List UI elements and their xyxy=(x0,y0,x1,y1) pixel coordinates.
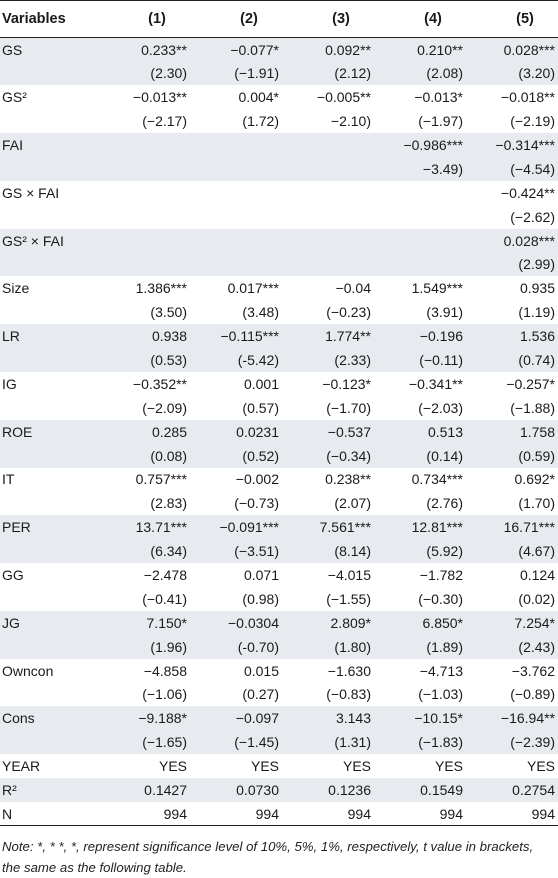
cell-model-4: −0.341** xyxy=(408,375,463,392)
row-label xyxy=(0,444,98,468)
row-label xyxy=(0,61,98,85)
header-model-5: (5) xyxy=(466,1,558,38)
cell-model-3 xyxy=(282,253,374,277)
cell-model-3: 0.238** xyxy=(325,471,371,488)
cell-model-1: 0.1427 xyxy=(98,778,190,802)
cell-model-2: −0.097 xyxy=(190,706,282,730)
cell-model-2: (−1.91) xyxy=(190,61,282,85)
cell-model-3: (1.31) xyxy=(282,730,374,754)
cell-model-3 xyxy=(282,205,374,229)
cell-model-2: −0.0304 xyxy=(190,611,282,635)
cell-model-3: 0.1236 xyxy=(282,778,374,802)
cell-model-5: (0.59) xyxy=(466,444,558,468)
cell-model-2: YES xyxy=(250,758,279,775)
table-row xyxy=(0,515,558,539)
row-label: GS xyxy=(0,38,98,62)
cell-model-4: (2.76) xyxy=(426,495,463,512)
cell-model-2: 0.001 xyxy=(243,375,279,392)
cell-model-3: 0.092** xyxy=(282,38,374,62)
cell-model-5: (3.20) xyxy=(466,61,558,85)
cell-model-5: (−1.88) xyxy=(510,399,555,416)
cell-model-1 xyxy=(98,133,190,157)
cell-model-5: −0.314*** xyxy=(466,133,558,157)
cell-model-3: (−0.83) xyxy=(326,686,371,703)
row-label: Size xyxy=(2,280,30,297)
cell-model-1 xyxy=(98,229,190,253)
cell-model-5: −0.018** xyxy=(500,89,555,106)
cell-model-4 xyxy=(374,205,466,229)
cell-model-4 xyxy=(374,229,466,253)
cell-model-3: (−1.55) xyxy=(326,590,371,607)
cell-model-2: (−3.51) xyxy=(190,539,282,563)
cell-model-1: (1.96) xyxy=(98,635,190,659)
cell-model-1: −0.013** xyxy=(132,89,187,106)
cell-model-2 xyxy=(190,205,282,229)
cell-model-2: 0.0231 xyxy=(190,420,282,444)
cell-model-4: −10.15* xyxy=(374,706,466,730)
row-label xyxy=(0,253,98,277)
row-label: PER xyxy=(0,515,98,539)
cell-model-1: 994 xyxy=(98,802,190,826)
cell-model-1: (2.83) xyxy=(150,495,187,512)
cell-model-4: (0.14) xyxy=(374,444,466,468)
cell-model-4: −0.986*** xyxy=(374,133,466,157)
table-row xyxy=(0,802,558,826)
row-label: IG xyxy=(2,375,17,392)
cell-model-3: −0.537 xyxy=(282,420,374,444)
row-label xyxy=(0,635,98,659)
cell-model-2: −0.091*** xyxy=(190,515,282,539)
cell-model-2 xyxy=(190,253,282,277)
row-label: ROE xyxy=(0,420,98,444)
table-row xyxy=(0,372,558,396)
cell-model-1: (−1.65) xyxy=(98,730,190,754)
cell-model-4: (5.92) xyxy=(374,539,466,563)
row-label: N xyxy=(0,802,98,826)
row-label xyxy=(0,348,98,372)
cell-model-1: (3.50) xyxy=(150,304,187,321)
table-row-tvalue xyxy=(0,109,558,133)
cell-model-1: (0.08) xyxy=(98,444,190,468)
table-body xyxy=(0,38,558,826)
row-label xyxy=(0,539,98,563)
cell-model-1: (−2.17) xyxy=(142,113,187,130)
cell-model-1: 0.757*** xyxy=(135,471,187,488)
cell-model-4: 0.210** xyxy=(374,38,466,62)
table-row xyxy=(0,324,558,348)
row-label xyxy=(0,157,98,181)
cell-model-2: 0.017*** xyxy=(227,280,279,297)
cell-model-4: 994 xyxy=(374,802,466,826)
table-row-tvalue xyxy=(0,253,558,277)
cell-model-5: 0.028*** xyxy=(466,38,558,62)
cell-model-4: YES xyxy=(434,758,463,775)
cell-model-4: −3.49) xyxy=(374,157,466,181)
cell-model-3: (−0.34) xyxy=(282,444,374,468)
row-label xyxy=(0,491,98,515)
cell-model-2: −0.115*** xyxy=(190,324,282,348)
cell-model-3 xyxy=(282,157,374,181)
cell-model-3 xyxy=(282,229,374,253)
header-variables: Variables xyxy=(0,1,98,38)
cell-model-1: 0.285 xyxy=(98,420,190,444)
cell-model-4: 0.734*** xyxy=(411,471,463,488)
cell-model-3: YES xyxy=(342,758,371,775)
cell-model-5: 16.71*** xyxy=(466,515,558,539)
cell-model-2: (−0.73) xyxy=(234,495,279,512)
table-row-tvalue xyxy=(0,635,558,659)
table-row-tvalue xyxy=(0,730,558,754)
cell-model-2: (−1.45) xyxy=(190,730,282,754)
table-row xyxy=(0,133,558,157)
cell-model-5: (0.02) xyxy=(518,590,555,607)
cell-model-2: 994 xyxy=(190,802,282,826)
table-row xyxy=(0,659,558,683)
table-row-tvalue xyxy=(0,205,558,229)
cell-model-2: 0.0730 xyxy=(190,778,282,802)
cell-model-2: (0.98) xyxy=(242,590,279,607)
table-row-tvalue xyxy=(0,587,558,611)
cell-model-5: YES xyxy=(526,758,555,775)
cell-model-5: (2.99) xyxy=(466,253,558,277)
cell-model-5: 1.536 xyxy=(466,324,558,348)
table-row-tvalue xyxy=(0,539,558,563)
cell-model-1: −0.352** xyxy=(132,375,187,392)
cell-model-4: (3.91) xyxy=(426,304,463,321)
cell-model-5: −0.424** xyxy=(500,184,555,201)
table-row-tvalue xyxy=(0,683,558,707)
cell-model-2: 0.004* xyxy=(238,89,279,106)
cell-model-1: 13.71*** xyxy=(98,515,190,539)
cell-model-4: 1.549*** xyxy=(411,280,463,297)
cell-model-5: 1.758 xyxy=(466,420,558,444)
cell-model-1: −2.478 xyxy=(143,567,187,584)
row-label xyxy=(0,109,98,133)
row-label xyxy=(0,300,98,324)
cell-model-3: (−0.23) xyxy=(326,304,371,321)
cell-model-4: (1.89) xyxy=(374,635,466,659)
cell-model-3: −0.005** xyxy=(316,89,371,106)
cell-model-2: (-0.70) xyxy=(190,635,282,659)
row-label: LR xyxy=(0,324,98,348)
table-row xyxy=(0,754,558,778)
cell-model-2 xyxy=(190,229,282,253)
cell-model-4: (−2.03) xyxy=(418,399,463,416)
cell-model-3: (2.33) xyxy=(282,348,374,372)
cell-model-3: −0.123* xyxy=(322,375,371,392)
cell-model-4: (−1.97) xyxy=(418,113,463,130)
cell-model-1: (−1.06) xyxy=(142,686,187,703)
cell-model-3: 2.809* xyxy=(282,611,374,635)
table-row xyxy=(0,706,558,730)
cell-model-2: 0.015 xyxy=(243,662,279,679)
table-row xyxy=(0,229,558,253)
cell-model-5: (−2.19) xyxy=(510,113,555,130)
cell-model-3 xyxy=(282,133,374,157)
cell-model-5: (−2.62) xyxy=(510,208,555,225)
cell-model-5: (0.74) xyxy=(466,348,558,372)
table-row xyxy=(0,38,558,62)
header-model-1: (1) xyxy=(98,1,190,38)
table-row xyxy=(0,611,558,635)
row-label xyxy=(0,205,98,229)
cell-model-1: YES xyxy=(158,758,187,775)
cell-model-4: (−1.03) xyxy=(418,686,463,703)
table-row xyxy=(0,276,558,300)
row-label xyxy=(0,587,98,611)
cell-model-5: 0.028*** xyxy=(466,229,558,253)
cell-model-1 xyxy=(98,253,190,277)
cell-model-3 xyxy=(282,181,374,205)
cell-model-3: (2.12) xyxy=(282,61,374,85)
table-row xyxy=(0,85,558,109)
cell-model-3: 1.774** xyxy=(282,324,374,348)
cell-model-4: −1.782 xyxy=(419,567,463,584)
row-label: GS² × FAI xyxy=(0,229,98,253)
cell-model-2: −0.002 xyxy=(235,471,279,488)
cell-model-5: 0.124 xyxy=(519,567,555,584)
cell-model-1: 0.233** xyxy=(98,38,190,62)
cell-model-4: 12.81*** xyxy=(374,515,466,539)
table-row xyxy=(0,181,558,205)
cell-model-4 xyxy=(374,253,466,277)
cell-model-1: (2.30) xyxy=(98,61,190,85)
cell-model-2: (0.57) xyxy=(242,399,279,416)
row-label xyxy=(0,396,98,420)
cell-model-1: −9.188* xyxy=(98,706,190,730)
cell-model-5: (1.19) xyxy=(518,304,555,321)
row-label xyxy=(0,683,98,707)
cell-model-2: (-5.42) xyxy=(190,348,282,372)
table-row-tvalue xyxy=(0,491,558,515)
row-label: Owncon xyxy=(2,662,54,679)
cell-model-4: −0.196 xyxy=(374,324,466,348)
cell-model-5: 0.692* xyxy=(514,471,555,488)
table-row xyxy=(0,468,558,492)
cell-model-3: 7.561*** xyxy=(282,515,374,539)
cell-model-1 xyxy=(98,181,190,205)
row-label: YEAR xyxy=(2,758,41,775)
table-row xyxy=(0,420,558,444)
cell-model-5: 994 xyxy=(466,802,558,826)
cell-model-4: 6.850* xyxy=(374,611,466,635)
cell-model-4: (−1.83) xyxy=(374,730,466,754)
cell-model-2: 0.071 xyxy=(243,567,279,584)
cell-model-5: (2.43) xyxy=(466,635,558,659)
cell-model-3: 3.143 xyxy=(282,706,374,730)
cell-model-4: (2.08) xyxy=(374,61,466,85)
cell-model-1: (0.53) xyxy=(98,348,190,372)
cell-model-4: (−0.30) xyxy=(418,590,463,607)
cell-model-2: (0.52) xyxy=(190,444,282,468)
row-label: JG xyxy=(0,611,98,635)
cell-model-3: −2.10) xyxy=(330,113,371,130)
header-model-3: (3) xyxy=(282,1,374,38)
row-label: IT xyxy=(2,471,15,488)
cell-model-1 xyxy=(98,157,190,181)
cell-model-5: 7.254* xyxy=(466,611,558,635)
table-note: Note: *, * *, *, represent significance level of 10%, 5%, 1%, respectively, t value in brackets, the same as the following table. xyxy=(2,839,534,876)
cell-model-4 xyxy=(374,181,466,205)
cell-model-5: (−0.89) xyxy=(510,686,555,703)
cell-model-1: (−0.41) xyxy=(142,590,187,607)
table-row xyxy=(0,778,558,802)
cell-model-1: 0.938 xyxy=(98,324,190,348)
cell-model-1: 1.386*** xyxy=(135,280,187,297)
row-label: GS × FAI xyxy=(2,184,60,201)
table-row-tvalue xyxy=(0,396,558,420)
table-row-tvalue xyxy=(0,348,558,372)
cell-model-5: (4.67) xyxy=(466,539,558,563)
cell-model-2 xyxy=(190,157,282,181)
cell-model-2: (3.48) xyxy=(242,304,279,321)
cell-model-4: 0.1549 xyxy=(374,778,466,802)
cell-model-5: (−2.39) xyxy=(466,730,558,754)
row-label: GS² xyxy=(2,89,27,106)
cell-model-3: (−1.70) xyxy=(326,399,371,416)
cell-model-2 xyxy=(190,181,282,205)
cell-model-1: (6.34) xyxy=(98,539,190,563)
cell-model-3: (8.14) xyxy=(282,539,374,563)
cell-model-5: 0.2754 xyxy=(466,778,558,802)
cell-model-1: (−2.09) xyxy=(142,399,187,416)
cell-model-5: 0.935 xyxy=(519,280,555,297)
row-label: Cons xyxy=(0,706,98,730)
header-model-4: (4) xyxy=(374,1,466,38)
cell-model-4: (−0.11) xyxy=(374,348,466,372)
cell-model-5: −0.257* xyxy=(506,375,555,392)
cell-model-4: −0.013* xyxy=(414,89,463,106)
cell-model-5: −3.762 xyxy=(511,662,555,679)
cell-model-5: (1.70) xyxy=(518,495,555,512)
table-row-tvalue xyxy=(0,157,558,181)
cell-model-5: (−4.54) xyxy=(466,157,558,181)
cell-model-3: −0.04 xyxy=(335,280,371,297)
header-row xyxy=(0,1,558,38)
cell-model-2: −0.077* xyxy=(190,38,282,62)
cell-model-1: 7.150* xyxy=(98,611,190,635)
cell-model-3: −1.630 xyxy=(327,662,371,679)
row-label: R² xyxy=(0,778,98,802)
cell-model-3: 994 xyxy=(282,802,374,826)
cell-model-1 xyxy=(98,205,190,229)
cell-model-2 xyxy=(190,133,282,157)
row-label xyxy=(0,730,98,754)
cell-model-2: (0.27) xyxy=(242,686,279,703)
cell-model-4: −4.713 xyxy=(419,662,463,679)
cell-model-4: 0.513 xyxy=(374,420,466,444)
table-row-tvalue xyxy=(0,61,558,85)
header-model-2: (2) xyxy=(190,1,282,38)
cell-model-2: (1.72) xyxy=(242,113,279,130)
table-row-tvalue xyxy=(0,300,558,324)
cell-model-1: −4.858 xyxy=(143,662,187,679)
cell-model-3: −4.015 xyxy=(327,567,371,584)
row-label: FAI xyxy=(0,133,98,157)
row-label: GG xyxy=(2,567,24,584)
table-row xyxy=(0,563,558,587)
cell-model-5: −16.94** xyxy=(466,706,558,730)
table-row-tvalue xyxy=(0,444,558,468)
cell-model-3: (1.80) xyxy=(282,635,374,659)
cell-model-3: (2.07) xyxy=(334,495,371,512)
